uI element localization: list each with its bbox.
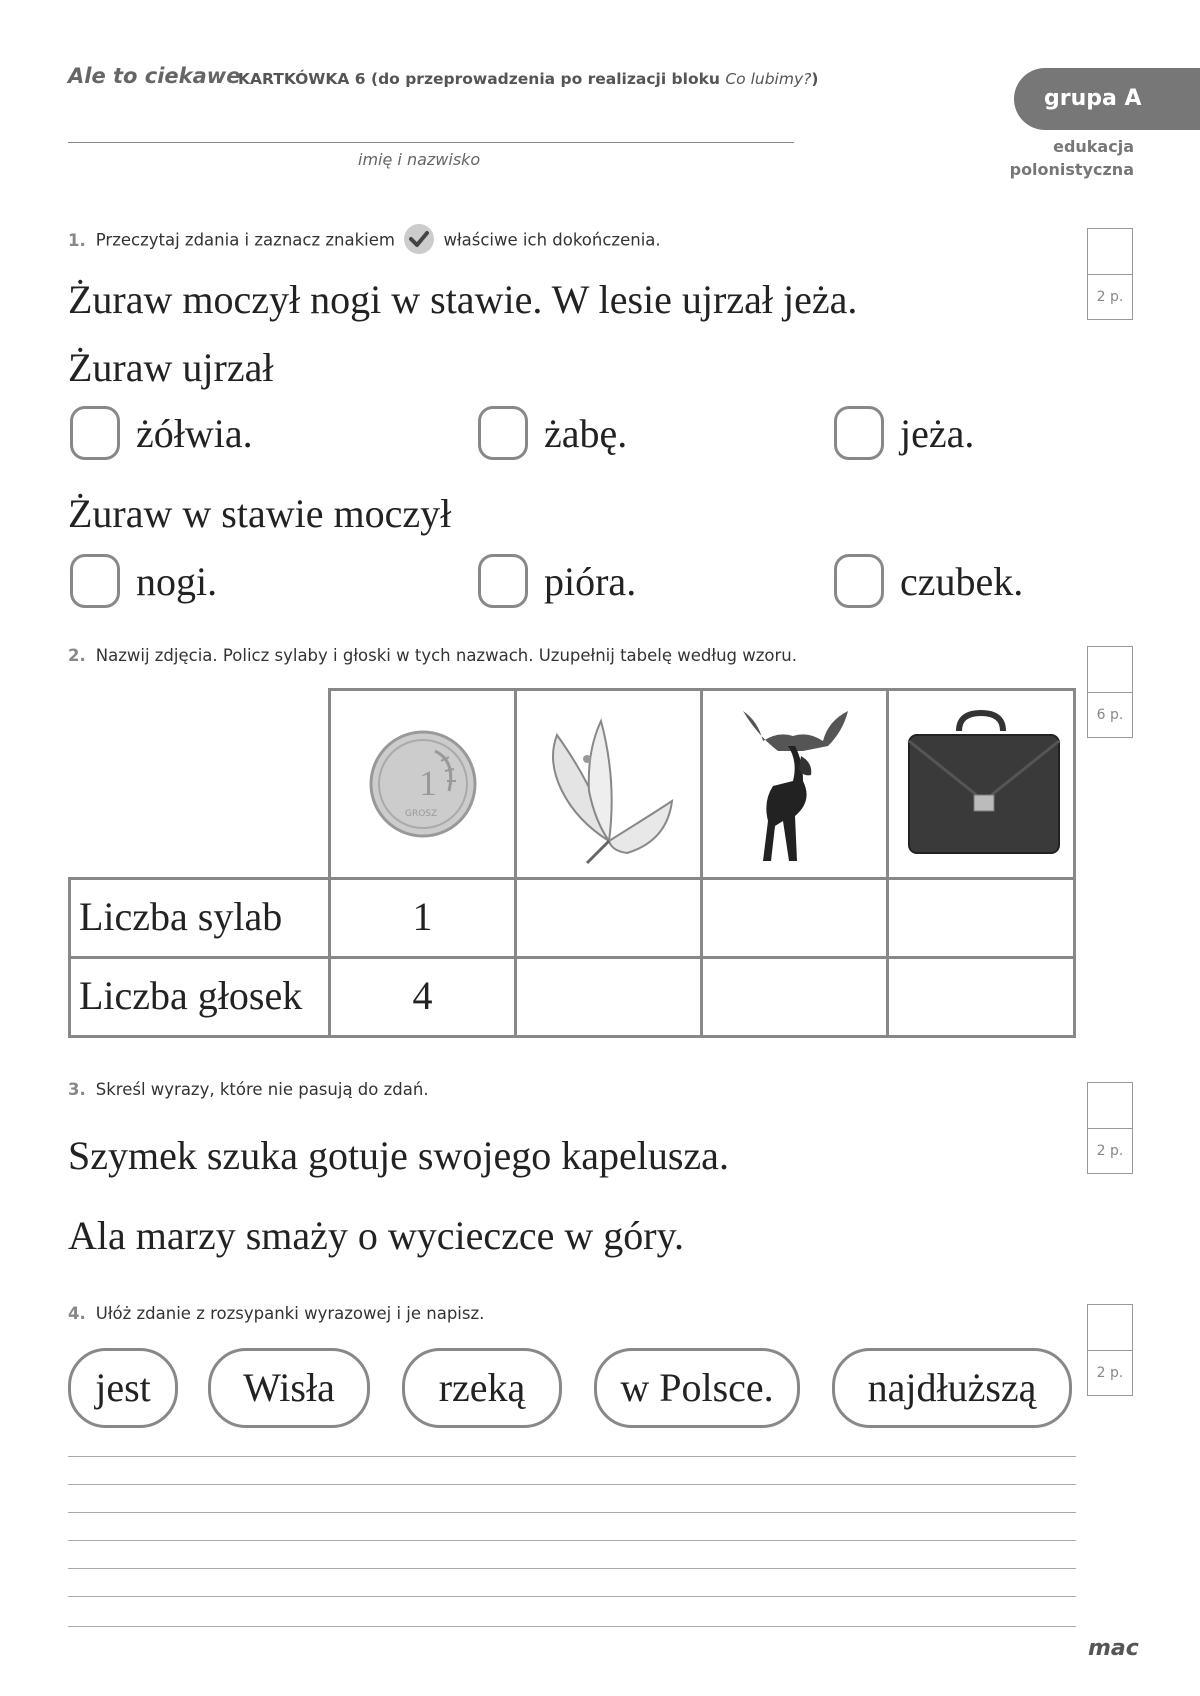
brand-title: Ale to ciekawe (68, 64, 241, 88)
word-card[interactable]: w Polsce. (594, 1348, 800, 1428)
answer-cell[interactable] (700, 956, 889, 1038)
answer-cell[interactable] (886, 877, 1076, 959)
name-label: imię i nazwisko (358, 150, 481, 169)
task1-question1: Żuraw ujrzał (68, 345, 274, 390)
picture-cell-coin (328, 688, 517, 880)
writing-line[interactable] (68, 1512, 1076, 1513)
word-card[interactable]: najdłuższą (832, 1348, 1072, 1428)
task2-instruction: 2. Nazwij zdjęcia. Policz sylaby i głoski w tych nazwach. Uzupełnij tabelę według wzoru. (68, 646, 797, 665)
writing-line[interactable] (68, 1596, 1076, 1597)
butterfly-picture (517, 691, 700, 877)
task2-points-box[interactable]: 6 p. (1087, 646, 1133, 738)
task3-sentence-1[interactable]: Szymek szuka gotuje swojego kapelusza. (68, 1133, 729, 1178)
picture-cell-moose (700, 688, 889, 880)
q2-option-1: nogi. (136, 559, 218, 604)
svg-text:1: 1 (419, 763, 437, 803)
picture-cell-briefcase (886, 688, 1076, 880)
name-line[interactable] (68, 142, 794, 143)
task1-question2: Żuraw w stawie moczył (68, 491, 452, 536)
subject-label: edukacja polonistyczna (1009, 137, 1134, 179)
task3-instruction: 3. Skreśl wyrazy, które nie pasują do zdań. (68, 1080, 429, 1099)
task1-points-box[interactable]: 2 p. (1087, 228, 1133, 320)
task1-text: Żuraw moczył nogi w stawie. W lesie ujrzał jeża. (68, 277, 858, 322)
checkbox-q2-opt3[interactable] (834, 554, 884, 608)
checkbox-q1-opt2[interactable] (478, 406, 528, 460)
task3-points-box[interactable]: 2 p. (1087, 1082, 1133, 1174)
row-label-syllables: Liczba sylab (68, 877, 331, 959)
syllable-table (68, 688, 1076, 1042)
q1-option-1: żółwia. (136, 411, 253, 456)
q2-option-3: czubek. (900, 559, 1024, 604)
task4-instruction: 4. Ułóż zdanie z rozsypanki wyrazowej i je napisz. (68, 1304, 485, 1323)
task3-sentence-2[interactable]: Ala marzy smaży o wycieczce w góry. (68, 1213, 685, 1258)
writing-line[interactable] (68, 1540, 1076, 1541)
task1-instruction: 1. Przeczytaj zdania i zaznacz znakiem właściwe ich dokończenia. (68, 226, 661, 256)
q1-option-2: żabę. (544, 411, 628, 456)
answer-cell[interactable] (700, 877, 889, 959)
writing-line[interactable] (68, 1484, 1076, 1485)
writing-line[interactable] (68, 1568, 1076, 1569)
q2-option-2: pióra. (544, 559, 637, 604)
checkmark-icon (404, 224, 434, 254)
example-syllables: 1 (328, 877, 517, 959)
coin-picture (331, 691, 514, 877)
row-label-phonemes: Liczba głosek (68, 956, 331, 1038)
moose-picture (703, 691, 886, 877)
checkbox-q1-opt3[interactable] (834, 406, 884, 460)
svg-text:GROSZ: GROSZ (405, 809, 438, 819)
test-title: KARTKÓWKA 6 (do przeprowadzenia po realizacji bloku Co lubimy?) (238, 70, 819, 88)
picture-cell-butterfly (514, 688, 703, 880)
word-card[interactable]: rzeką (402, 1348, 562, 1428)
briefcase-picture (889, 691, 1073, 877)
example-phonemes: 4 (328, 956, 517, 1038)
writing-line[interactable] (68, 1626, 1076, 1627)
answer-cell[interactable] (514, 877, 703, 959)
checkbox-q2-opt1[interactable] (70, 554, 120, 608)
word-card[interactable]: Wisła (208, 1348, 370, 1428)
publisher-logo: mac (1088, 1636, 1139, 1661)
task4-points-box[interactable]: 2 p. (1087, 1304, 1133, 1396)
checkbox-q1-opt1[interactable] (70, 406, 120, 460)
answer-cell[interactable] (886, 956, 1076, 1038)
writing-line[interactable] (68, 1456, 1076, 1457)
word-card[interactable]: jest (68, 1348, 178, 1428)
answer-cell[interactable] (514, 956, 703, 1038)
checkbox-q2-opt2[interactable] (478, 554, 528, 608)
q1-option-3: jeża. (900, 411, 975, 456)
group-badge: grupa A (1014, 68, 1200, 130)
